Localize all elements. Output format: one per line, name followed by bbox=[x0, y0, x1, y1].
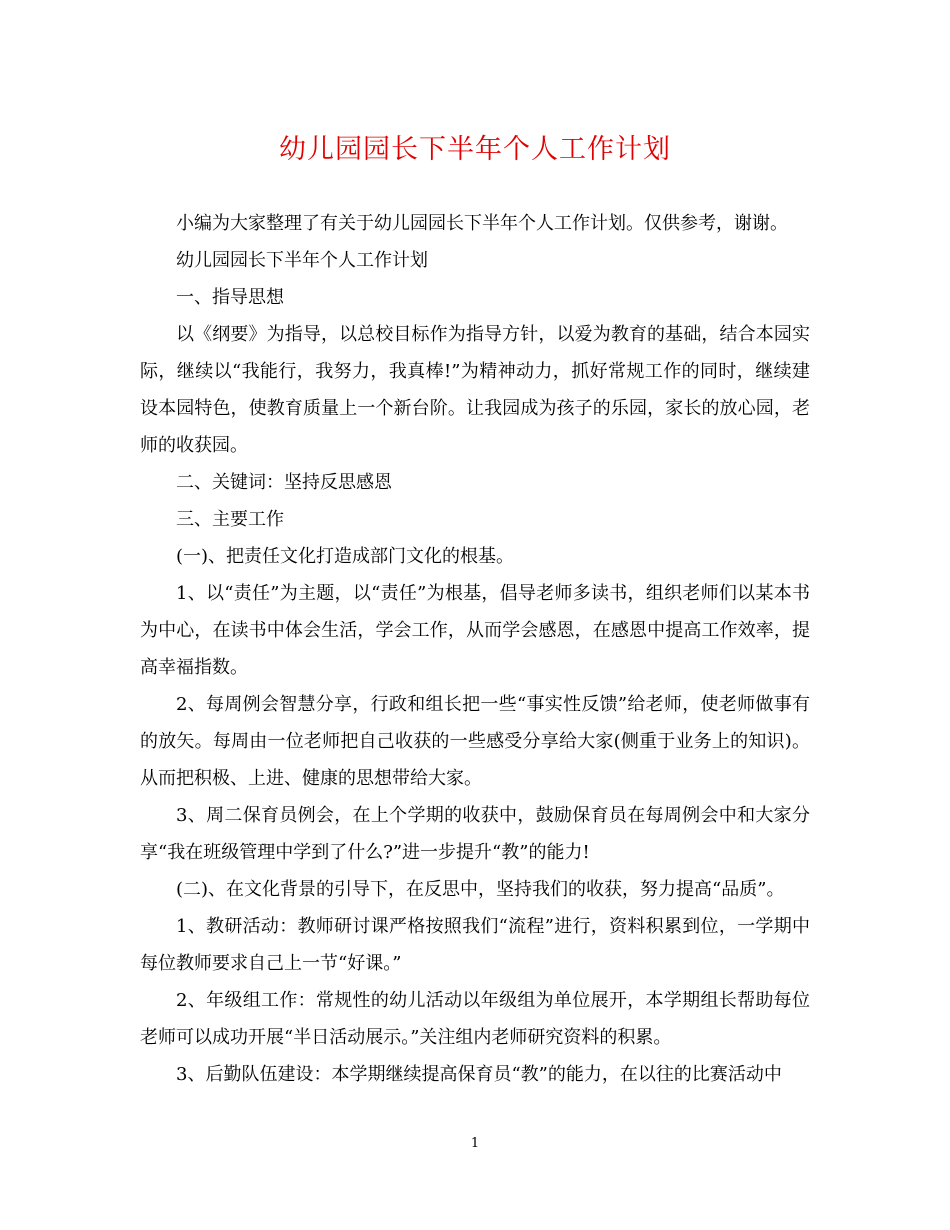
heading-keywords: 二、关键词：坚持反思感恩 bbox=[176, 472, 392, 493]
document-body bbox=[140, 205, 810, 1093]
paragraph-grade-group: 2、年级组工作：常规性的幼儿活动以年级组为单位展开，本学期组长帮助每位老师可以成功开展“半日活动展示。”关注组内老师研究资料的积累。 bbox=[140, 990, 810, 1048]
subheading-quality: (二)、在文化背景的引导下，在反思中，坚持我们的收获，努力提高“品质”。 bbox=[176, 879, 785, 900]
heading-guiding-ideology: 一、指导思想 bbox=[176, 287, 284, 308]
paragraph-teaching-research: 1、教研活动：教师研讨课严格按照我们“流程”进行，资料积累到位，一学期中每位教师要求自己上一节“好课。” bbox=[140, 916, 810, 974]
paragraph-item-2: 2、每周例会智慧分享，行政和组长把一些“事实性反馈”给老师，使老师做事有的放矢。每周由一位老师把自己收获的一些感受分享给大家(侧重于业务上的知识)。从而把积极、上进、健康的思想带给大家。 bbox=[140, 694, 810, 789]
page-number: 1 bbox=[470, 1136, 480, 1151]
paragraph-guiding-ideology: 以《纲要》为指导，以总校目标作为指导方针，以爱为教育的基础，结合本园实际，继续以“我能行，我努力，我真棒!”为精神动力，抓好常规工作的同时，继续建设本园特色，使教育质量上一个新台阶。让我园成为孩子的乐园，家长的放心园，老师的收获园。 bbox=[140, 324, 810, 456]
paragraph-item-1: 1、以“责任”为主题，以“责任”为根基，倡导老师多读书，组织老师们以某本书为中心，在读书中体会生活，学会工作，从而学会感恩，在感恩中提高工作效率，提高幸福指数。 bbox=[140, 583, 810, 678]
subheading-responsibility-culture: (一)、把责任文化打造成部门文化的根基。 bbox=[176, 546, 515, 567]
paragraph-logistics: 3、后勤队伍建设：本学期继续提高保育员“教”的能力，在以往的比赛活动中 bbox=[176, 1064, 782, 1085]
paragraph-item-3: 3、周二保育员例会，在上个学期的收获中，鼓励保育员在每周例会中和大家分享“我在班级管理中学到了什么?”进一步提升“教”的能力! bbox=[140, 805, 810, 863]
document-title: 幼儿园园长下半年个人工作计划 bbox=[279, 134, 671, 165]
paragraph-subtitle: 幼儿园园长下半年个人工作计划 bbox=[176, 250, 428, 271]
heading-main-work: 三、主要工作 bbox=[176, 509, 284, 530]
paragraph-intro: 小编为大家整理了有关于幼儿园园长下半年个人工作计划。仅供参考，谢谢。 bbox=[176, 213, 788, 234]
